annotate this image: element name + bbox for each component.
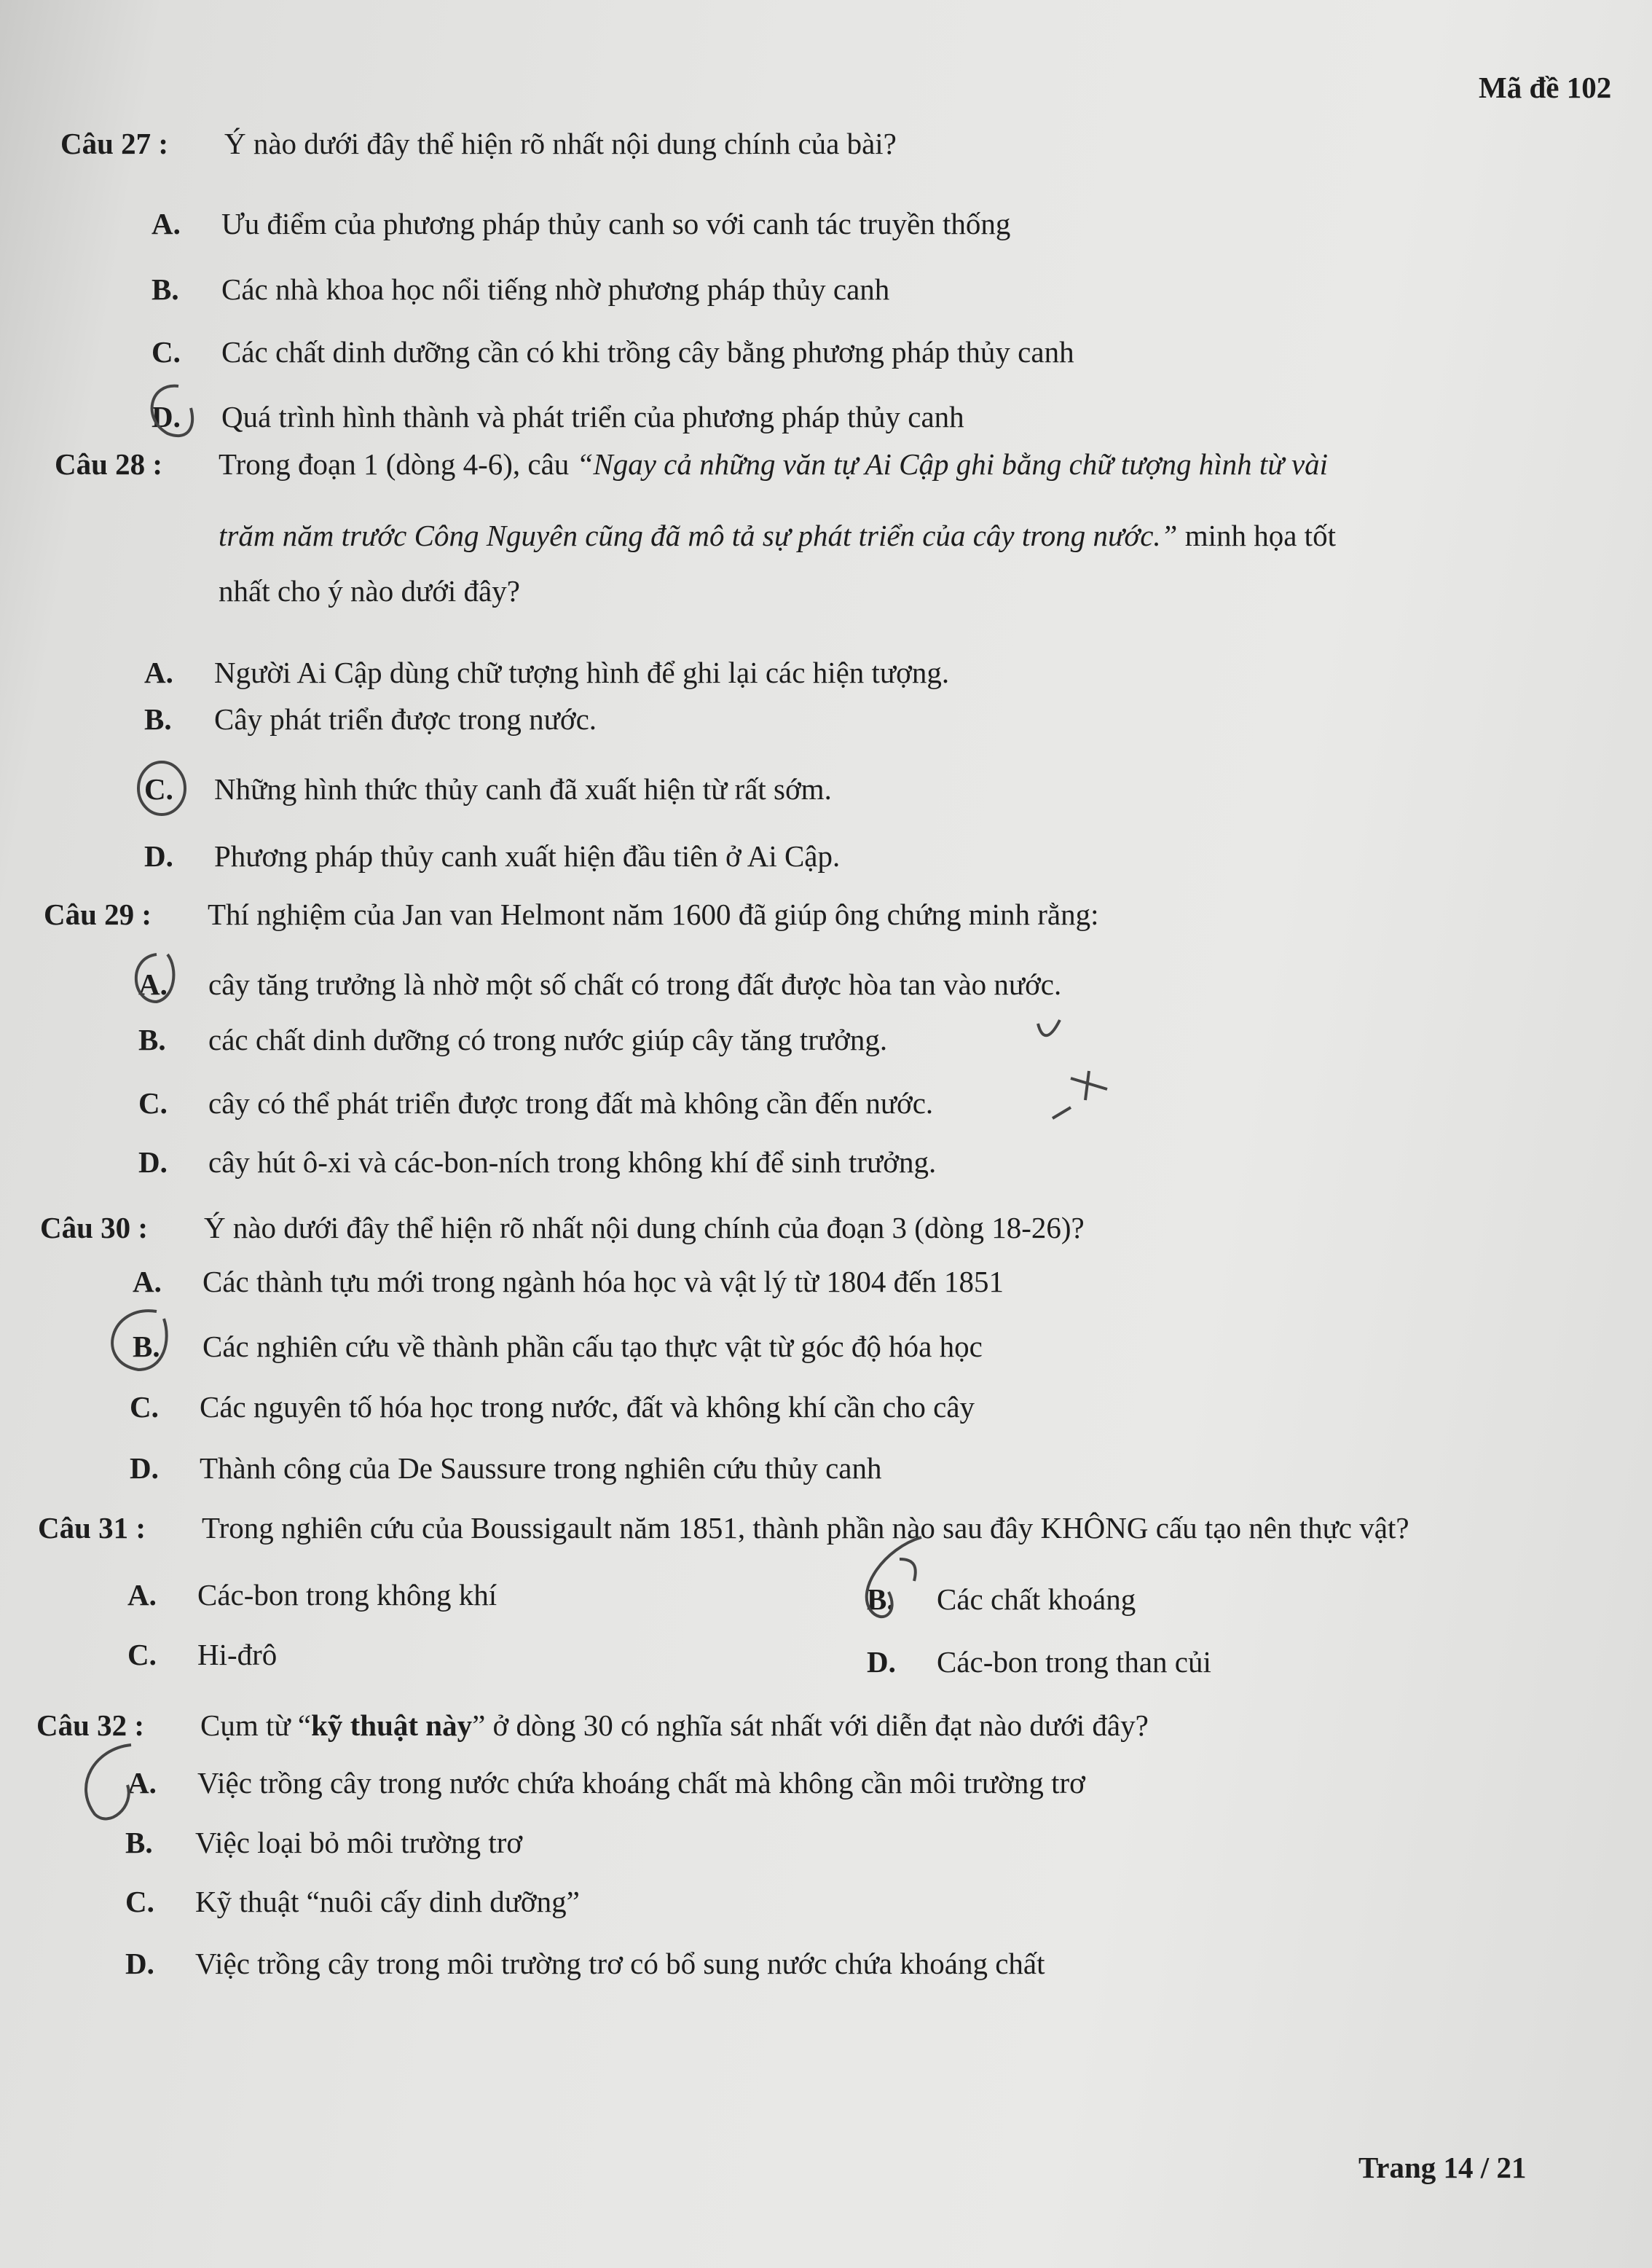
option-text: Các nhà khoa học nổi tiếng nhờ phương pháp thủy canh	[221, 272, 890, 306]
question-28-line2	[219, 517, 1336, 554]
option-text: cây hút ô-xi và các-bon-ních trong không khí để sinh trưởng.	[208, 1145, 937, 1179]
question-label: Câu 32 :	[36, 1708, 145, 1742]
check-mark-icon	[1038, 1020, 1060, 1035]
option-text: Các-bon trong không khí	[197, 1578, 497, 1612]
option-29-a	[138, 966, 1061, 1002]
question-29	[44, 896, 1099, 933]
option-letter: C.	[138, 1086, 168, 1120]
question-28	[55, 446, 1328, 482]
question-emphasis: kỹ thuật này	[311, 1708, 473, 1742]
option-letter: A.	[138, 968, 168, 1001]
question-28-line3	[219, 573, 520, 609]
option-31-b	[867, 1581, 1136, 1617]
option-letter: C.	[152, 335, 181, 369]
question-31	[38, 1510, 1409, 1546]
option-27-b	[152, 271, 889, 307]
option-text: Việc trồng cây trong nước chứa khoáng chất mà không cần môi trường trơ	[197, 1766, 1085, 1800]
question-text: nhất cho ý nào dưới đây?	[219, 574, 520, 608]
question-quote: trăm năm trước Công Nguyên cũng đã mô tả sự phát triển của cây trong nước.”	[219, 519, 1178, 552]
option-text: Cây phát triển được trong nước.	[214, 702, 597, 736]
option-text: Việc loại bỏ môi trường trơ	[195, 1826, 523, 1859]
option-28-d	[144, 838, 840, 874]
option-letter: A.	[127, 1578, 157, 1612]
question-text: Ý nào dưới đây thể hiện rõ nhất nội dung chính của đoạn 3 (dòng 18-26)?	[204, 1211, 1085, 1244]
option-letter: A.	[152, 207, 181, 240]
option-text: cây có thể phát triển được trong đất mà không cần đến nước.	[208, 1086, 934, 1120]
option-text: Các chất dinh dưỡng cần có khi trồng cây bằng phương pháp thủy canh	[221, 335, 1074, 369]
option-28-a	[144, 654, 949, 691]
question-label: Câu 30 :	[40, 1211, 149, 1244]
option-letter: D.	[867, 1645, 896, 1679]
question-text: ” ở dòng 30 có nghĩa sát nhất với diễn đạt nào dưới đây?	[472, 1708, 1149, 1742]
question-text: Thí nghiệm của Jan van Helmont năm 1600 đã giúp ông chứng minh rằng:	[208, 898, 1099, 931]
answer-circle-32-a	[86, 1745, 131, 1818]
cross-mark-icon	[1053, 1071, 1107, 1118]
question-32	[36, 1707, 1149, 1743]
option-text: cây tăng trưởng là nhờ một số chất có trong đất được hòa tan vào nước.	[208, 968, 1062, 1001]
question-text: minh họa tốt	[1177, 519, 1336, 552]
option-30-a	[133, 1263, 1004, 1300]
option-letter: B.	[867, 1582, 894, 1616]
option-text: Những hình thức thủy canh đã xuất hiện từ rất sớm.	[214, 772, 832, 806]
option-29-b	[138, 1021, 887, 1058]
option-letter: A.	[127, 1766, 157, 1800]
question-quote: “Ngay cả những văn tự Ai Cập ghi bằng chữ tượng hình từ vài	[576, 447, 1329, 481]
option-text: Các chất khoáng	[937, 1582, 1136, 1616]
option-28-c	[144, 771, 832, 807]
option-30-d	[130, 1450, 882, 1486]
question-text: Trong nghiên cứu của Boussigault năm 1851, thành phần nào sau đây KHÔNG cấu tạo nên thực vật?	[202, 1511, 1409, 1545]
option-text: Kỹ thuật “nuôi cấy dinh dưỡng”	[195, 1885, 580, 1918]
option-letter: A.	[133, 1265, 162, 1298]
option-letter: B.	[144, 702, 172, 736]
option-29-c	[138, 1085, 933, 1121]
option-text: Các-bon trong than củi	[937, 1645, 1211, 1679]
question-label: Câu 27 :	[60, 127, 169, 160]
question-text: Trong đoạn 1 (dòng 4-6), câu	[219, 447, 577, 481]
option-text: Hi-đrô	[197, 1638, 278, 1671]
option-letter: C.	[130, 1390, 159, 1424]
exam-code: Mã đề 102	[1479, 71, 1612, 104]
question-label: Câu 29 :	[44, 898, 152, 931]
option-32-b	[125, 1824, 522, 1861]
option-text: Các thành tựu mới trong ngành hóa học và vật lý từ 1804 đến 1851	[202, 1265, 1004, 1298]
question-30	[40, 1209, 1085, 1246]
option-letter: C.	[125, 1885, 154, 1918]
option-text: Phương pháp thủy canh xuất hiện đầu tiên ở Ai Cập.	[214, 839, 841, 873]
option-text: Thành công của De Saussure trong nghiên cứu thủy canh	[200, 1451, 882, 1485]
option-letter: D.	[144, 839, 173, 873]
question-label: Câu 28 :	[55, 447, 163, 481]
option-31-c	[127, 1636, 277, 1673]
option-letter: D.	[138, 1145, 168, 1179]
option-letter: D.	[152, 400, 181, 433]
page-number: Trang 14 / 21	[1358, 2151, 1527, 2184]
question-text: Cụm từ “	[200, 1708, 312, 1742]
option-letter: C.	[144, 772, 173, 806]
option-letter: B.	[138, 1023, 166, 1056]
option-28-b	[144, 701, 597, 737]
option-29-d	[138, 1144, 936, 1180]
option-letter: A.	[144, 656, 173, 689]
option-27-c	[152, 334, 1074, 370]
option-letter: B.	[125, 1826, 153, 1859]
option-30-b	[133, 1328, 983, 1365]
question-27	[60, 125, 897, 162]
option-letter: D.	[125, 1947, 154, 1980]
option-text: Các nghiên cứu về thành phần cấu tạo thực vật từ góc độ hóa học	[202, 1330, 983, 1363]
option-text: Người Ai Cập dùng chữ tượng hình để ghi lại các hiện tượng.	[214, 656, 950, 689]
option-32-d	[125, 1945, 1045, 1982]
option-text: Việc trồng cây trong môi trường trơ có bổ sung nước chứa khoáng chất	[195, 1947, 1045, 1980]
option-letter: B.	[152, 272, 179, 306]
option-32-a	[127, 1765, 1085, 1801]
question-label: Câu 31 :	[38, 1511, 146, 1545]
option-30-c	[130, 1389, 975, 1425]
option-text: Quá trình hình thành và phát triển của phương pháp thủy canh	[221, 400, 964, 433]
option-27-a	[152, 205, 1010, 242]
option-31-a	[127, 1577, 497, 1613]
option-27-d	[152, 399, 964, 435]
option-letter: B.	[133, 1330, 160, 1363]
option-32-c	[125, 1883, 580, 1920]
option-letter: C.	[127, 1638, 157, 1671]
option-text: các chất dinh dưỡng có trong nước giúp cây tăng trưởng.	[208, 1023, 888, 1056]
option-text: Các nguyên tố hóa học trong nước, đất và không khí cần cho cây	[200, 1390, 975, 1424]
option-letter: D.	[130, 1451, 159, 1485]
option-text: Ưu điểm của phương pháp thủy canh so với canh tác truyền thống	[221, 207, 1011, 240]
question-text: Ý nào dưới đây thể hiện rõ nhất nội dung chính của bài?	[224, 127, 897, 160]
option-31-d	[867, 1644, 1211, 1680]
